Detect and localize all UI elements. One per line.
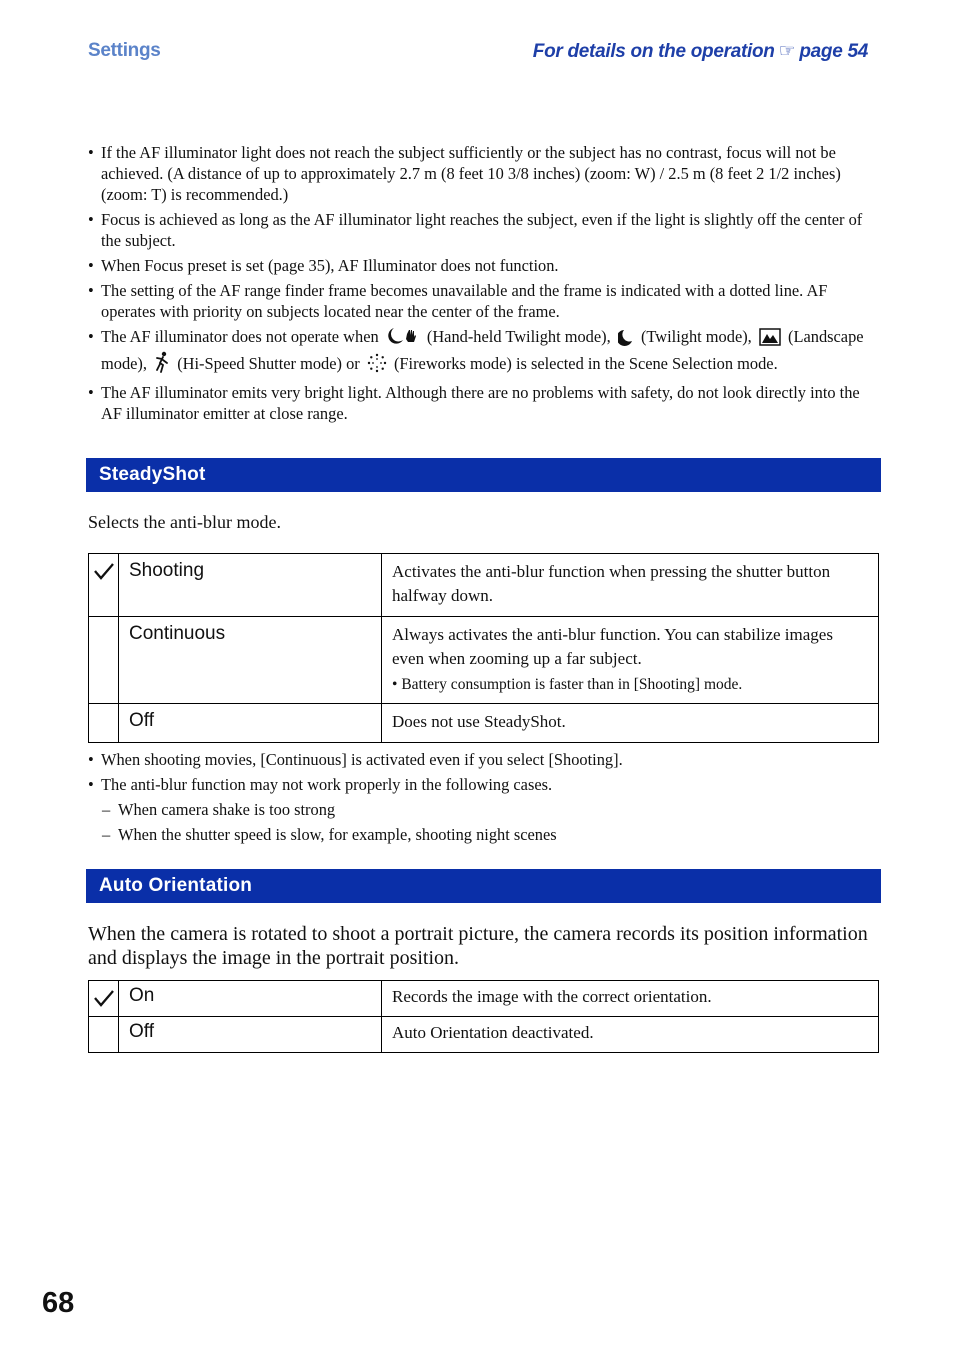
header-section-title: Settings xyxy=(88,40,161,61)
scene-note-text: (Fireworks mode) is selected in the Scene Selection mode. xyxy=(393,354,778,373)
steadyshot-section-header: SteadyShot xyxy=(86,458,881,492)
option-description-text: Activates the anti-blur function when pressing the shutter button halfway down. xyxy=(392,562,831,605)
option-name: On xyxy=(119,981,382,1017)
table-row[interactable] xyxy=(89,617,879,704)
list-item-scene-modes xyxy=(88,326,880,378)
option-description xyxy=(382,554,879,617)
default-check-cell xyxy=(89,554,119,617)
option-description-text: Records the image with the correct orientation. xyxy=(392,987,712,1006)
page-number: 68 xyxy=(42,1287,75,1319)
checkmark-icon xyxy=(93,560,115,582)
table-row[interactable] xyxy=(89,1017,879,1053)
list-item: • When Focus preset is set (page 35), AF Illuminator does not function. xyxy=(88,255,880,276)
checkmark-icon xyxy=(93,987,115,1009)
hi-speed-shutter-icon xyxy=(154,351,170,378)
option-name: Off xyxy=(119,704,382,743)
header-details-reference[interactable] xyxy=(533,40,868,63)
empty-check-cell xyxy=(89,1017,119,1053)
scene-note-text: (Hi-Speed Shutter mode) or xyxy=(177,354,360,373)
option-note-text: Battery consumption is faster than in [Shooting] mode. xyxy=(401,676,743,693)
table-row[interactable] xyxy=(89,981,879,1017)
auto-orientation-intro: When the camera is rotated to shoot a portrait picture, the camera records its position information and displays the image in the portrait position. xyxy=(88,923,868,969)
option-description xyxy=(382,981,879,1017)
option-name: Shooting xyxy=(119,554,382,617)
list-item: • The AF illuminator emits very bright light. Although there are no problems with safety, do not look directly into the AF illuminator emitter at close range. xyxy=(88,382,880,424)
option-description-text: Does not use SteadyShot. xyxy=(392,712,566,731)
steadyshot-options-table xyxy=(88,553,879,743)
scene-note-text: (Landscape mode), xyxy=(101,327,864,373)
fireworks-icon xyxy=(367,353,387,378)
list-subitem: – When the shutter speed is slow, for example, shooting night scenes xyxy=(88,824,880,845)
option-name: Off xyxy=(119,1017,382,1053)
twilight-icon xyxy=(618,328,634,351)
table-row[interactable] xyxy=(89,704,879,743)
empty-check-cell xyxy=(89,704,119,743)
list-item: • The anti-blur function may not work properly in the following cases. xyxy=(88,774,880,795)
steadyshot-intro: Selects the anti-blur mode. xyxy=(88,512,281,532)
details-page[interactable]: page 54 xyxy=(799,41,868,62)
auto-orientation-options-table xyxy=(88,980,879,1053)
empty-check-cell xyxy=(89,617,119,704)
list-item: • When shooting movies, [Continuous] is activated even if you select [Shooting]. xyxy=(88,749,880,770)
list-item: • Focus is achieved as long as the AF illuminator light reaches the subject, even if the light is slightly off the center of the subject. xyxy=(88,209,880,251)
list-item: • If the AF illuminator light does not reach the subject sufficiently or the subject has no contrast, focus will not be achieved. (A distance of up to approximately 2.7 m (8 feet 10 3/8 inches) (zoom: W) / 2.5 m (8 feet 2 1/2 inches) (zoom: T) is recommended.) xyxy=(88,142,880,205)
option-description xyxy=(382,617,879,704)
hand-held-twilight-icon xyxy=(386,326,420,351)
option-name: Continuous xyxy=(119,617,382,704)
af-illuminator-notes xyxy=(88,142,880,428)
option-note: • Battery consumption is faster than in [Shooting] mode. xyxy=(392,676,743,693)
option-description-text: Auto Orientation deactivated. xyxy=(392,1023,594,1042)
auto-orientation-section-header: Auto Orientation xyxy=(86,869,881,903)
details-prefix: For details on the operation xyxy=(532,41,775,62)
scene-note-text: (Twilight mode), xyxy=(640,327,752,346)
landscape-icon xyxy=(759,328,781,351)
table-row[interactable] xyxy=(89,554,879,617)
steadyshot-notes xyxy=(88,749,880,849)
option-description-text: Always activates the anti-blur function. You can stabilize images even when zooming up a far subject. xyxy=(392,625,833,668)
scene-note-text: The AF illuminator does not operate when xyxy=(101,327,379,346)
option-description xyxy=(382,704,879,743)
default-check-cell xyxy=(89,981,119,1017)
page-reference-icon: ☞ xyxy=(778,41,796,62)
option-description xyxy=(382,1017,879,1053)
list-item: • The setting of the AF range finder frame becomes unavailable and the frame is indicated with a dotted line. AF operates with priority on subjects located near the center of the frame. xyxy=(88,280,880,322)
list-subitem: – When camera shake is too strong xyxy=(88,799,880,820)
scene-note-text: (Hand-held Twilight mode), xyxy=(426,327,611,346)
